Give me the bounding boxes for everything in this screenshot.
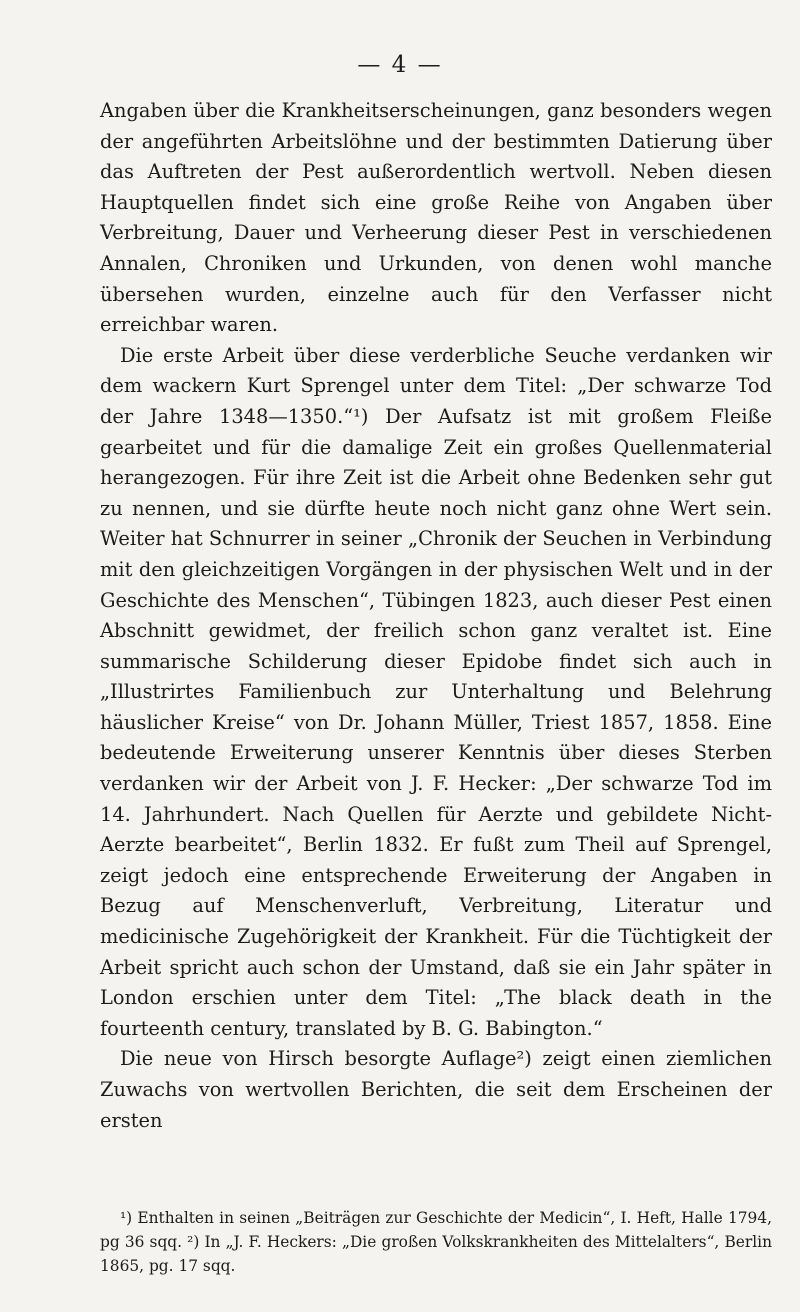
paragraph-2: Die erste Arbeit über diese verderbliche Seuche verdanken wir dem wackern Kurt Sprengel unter dem Titel: „Der schwarze Tod der Jahre 1348—1350.“¹) Der Aufsatz ist mit großem Fleiße gearbeitet und für die damalige Zeit ein großes Quellenmaterial herangezogen. Für ihre Zeit ist die Arbeit ohne Bedenken sehr gut zu nennen, und sie dürfte heute noch nicht ganz ohne Wert sein. Weiter hat Schnurrer in seiner „Chronik der Seuchen in Verbindung mit den gleichzeitigen Vorgängen in der physischen Welt und in der Geschichte des Menschen“, Tübingen 1823, auch dieser Pest einen Abschnitt gewidmet, der freilich schon ganz veraltet ist. Eine summarische Schilderung dieser Epidobe findet sich auch in „Illustrirtes Familienbuch zur Unterhaltung und Belehrung häuslicher Kreise“ von Dr. Johann Müller, Triest 1857, 1858. Eine bedeutende Erweiterung unserer Kenntnis über dieses Sterben verdanken wir der Arbeit von J. F. Hecker: „Der schwarze Tod im 14. Jahrhundert. Nach Quellen für Aerzte und gebildete Nicht-Aerzte bearbeitet“, Berlin 1832. Er fußt zum Theil auf Sprengel, zeigt jedoch eine entsprechende Erweiterung der Angaben in Bezug auf Menschenverluft, Verbreitung, Literatur und medicinische Zugehörigkeit der Krankheit. Für die Tüchtigkeit der Arbeit spricht auch schon der Umstand, daß sie ein Jahr später in London erschien unter dem Titel: „The black death in the fourteenth century, translated by B. G. Babington.“: [100, 343, 772, 1040]
body-text: [100, 96, 772, 1136]
paragraph-3: Die neue von Hirsch besorgte Auflage²) zeigt einen ziemlichen Zuwachs von wertvollen Berichten, die seit dem Erscheinen der ersten: [100, 1047, 772, 1132]
page-number: — 4 —: [357, 52, 443, 78]
paragraph-1: Angaben über die Krankheitserscheinungen, ganz besonders wegen der angeführten Arbeitslöhne und der bestimmten Datierung über das Auftreten der Pest außerordentlich wertvoll. Neben diesen Hauptquellen findet sich eine große Reihe von Angaben über Verbreitung, Dauer und Verheerung dieser Pest in verschiedenen Annalen, Chroniken und Urkunden, von denen wohl manche übersehen wurden, einzelne auch für den Verfasser nicht erreichbar waren.: [100, 99, 772, 337]
footnotes: [100, 1206, 772, 1278]
footnote-text: ¹) Enthalten in seinen „Beiträgen zur Geschichte der Medicin“, I. Heft, Halle 1794, pg 36 sqq. ²) In „J. F. Heckers: „Die großen Volkskrankheiten des Mittelalters“, Berlin 1865, pg. 17 sqq.: [100, 1209, 772, 1275]
